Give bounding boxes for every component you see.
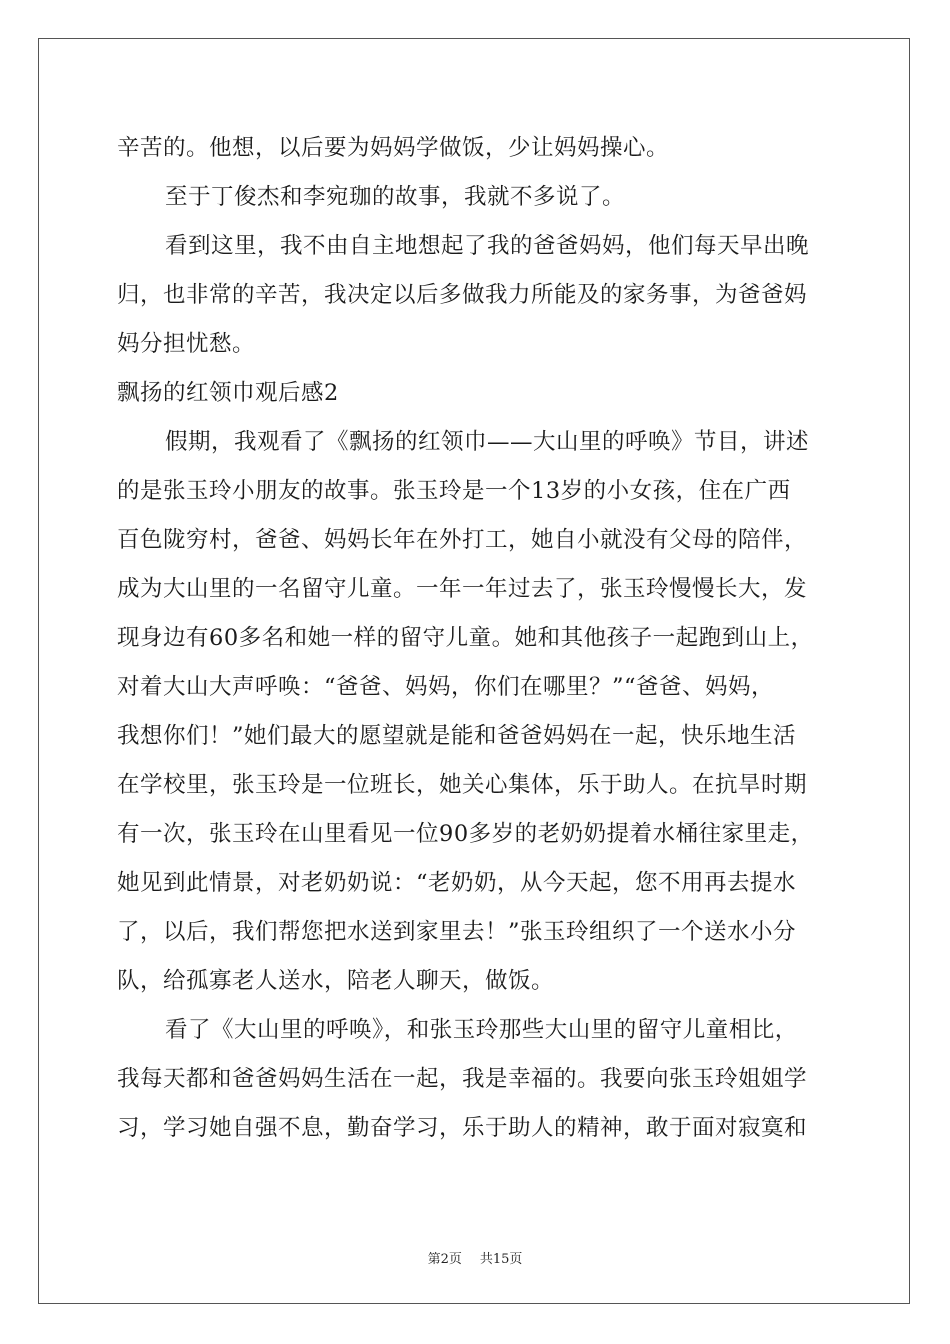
text-line: 有一次，张玉玲在山里看见一位90多岁的老奶奶提着水桶往家里走，: [117, 821, 814, 847]
text-line: 的是张玉玲小朋友的故事。张玉玲是一个13岁的小女孩，住在广西: [117, 478, 791, 504]
text-line: 习，学习她自强不息，勤奋学习，乐于助人的精神，敢于面对寂寞和: [117, 1115, 808, 1141]
text-line: 假期，我观看了《飘扬的红领巾——大山里的呼唤》节目，讲述: [165, 429, 810, 455]
text-line: 看了《大山里的呼唤》，和张玉玲那些大山里的留守儿童相比，: [165, 1017, 798, 1043]
text-line: 看到这里，我不由自主地想起了我的爸爸妈妈，他们每天早出晚: [165, 233, 810, 259]
text-line: 现身边有60多名和她一样的留守儿童。她和其他孩子一起跑到山上，: [117, 625, 814, 651]
text-line: 了，以后，我们帮您把水送到家里去！”张玉玲组织了一个送水小分: [117, 919, 797, 945]
document-body: [117, 124, 835, 1153]
page-number: 第2页: [427, 1252, 462, 1267]
text-line: 她见到此情景，对老奶奶说：“老奶奶，从今天起，您不用再去提水: [117, 870, 797, 896]
text-line: 成为大山里的一名留守儿童。一年一年过去了，张玉玲慢慢长大，发: [117, 576, 808, 602]
text-line: 归，也非常的辛苦，我决定以后多做我力所能及的家务事，为爸爸妈: [117, 282, 808, 308]
text-line: 百色陇穷村，爸爸、妈妈长年在外打工，她自小就没有父母的陪伴，: [117, 527, 808, 553]
page-total: 共15页: [479, 1252, 523, 1267]
section-heading: 飘扬的红领巾观后感2: [117, 380, 339, 406]
text-line: 队，给孤寡老人送水，陪老人聊天，做饭。: [117, 968, 555, 994]
text-line: 我每天都和爸爸妈妈生活在一起，我是幸福的。我要向张玉玲姐姐学: [117, 1066, 808, 1092]
text-line: 至于丁俊杰和李宛珈的故事，我就不多说了。: [165, 184, 626, 210]
text-line: 在学校里，张玉玲是一位班长，她关心集体，乐于助人。在抗旱时期: [117, 772, 808, 798]
text-line: 辛苦的。他想，以后要为妈妈学做饭，少让妈妈操心。: [117, 135, 670, 161]
text-line: 对着大山大声呼唤：“爸爸、妈妈，你们在哪里？”“爸爸、妈妈，: [117, 674, 775, 700]
text-line: 我想你们！”她们最大的愿望就是能和爸爸妈妈在一起，快乐地生活: [117, 723, 797, 749]
page-footer: [0, 1248, 950, 1267]
text-line: 妈分担忧愁。: [117, 331, 256, 357]
